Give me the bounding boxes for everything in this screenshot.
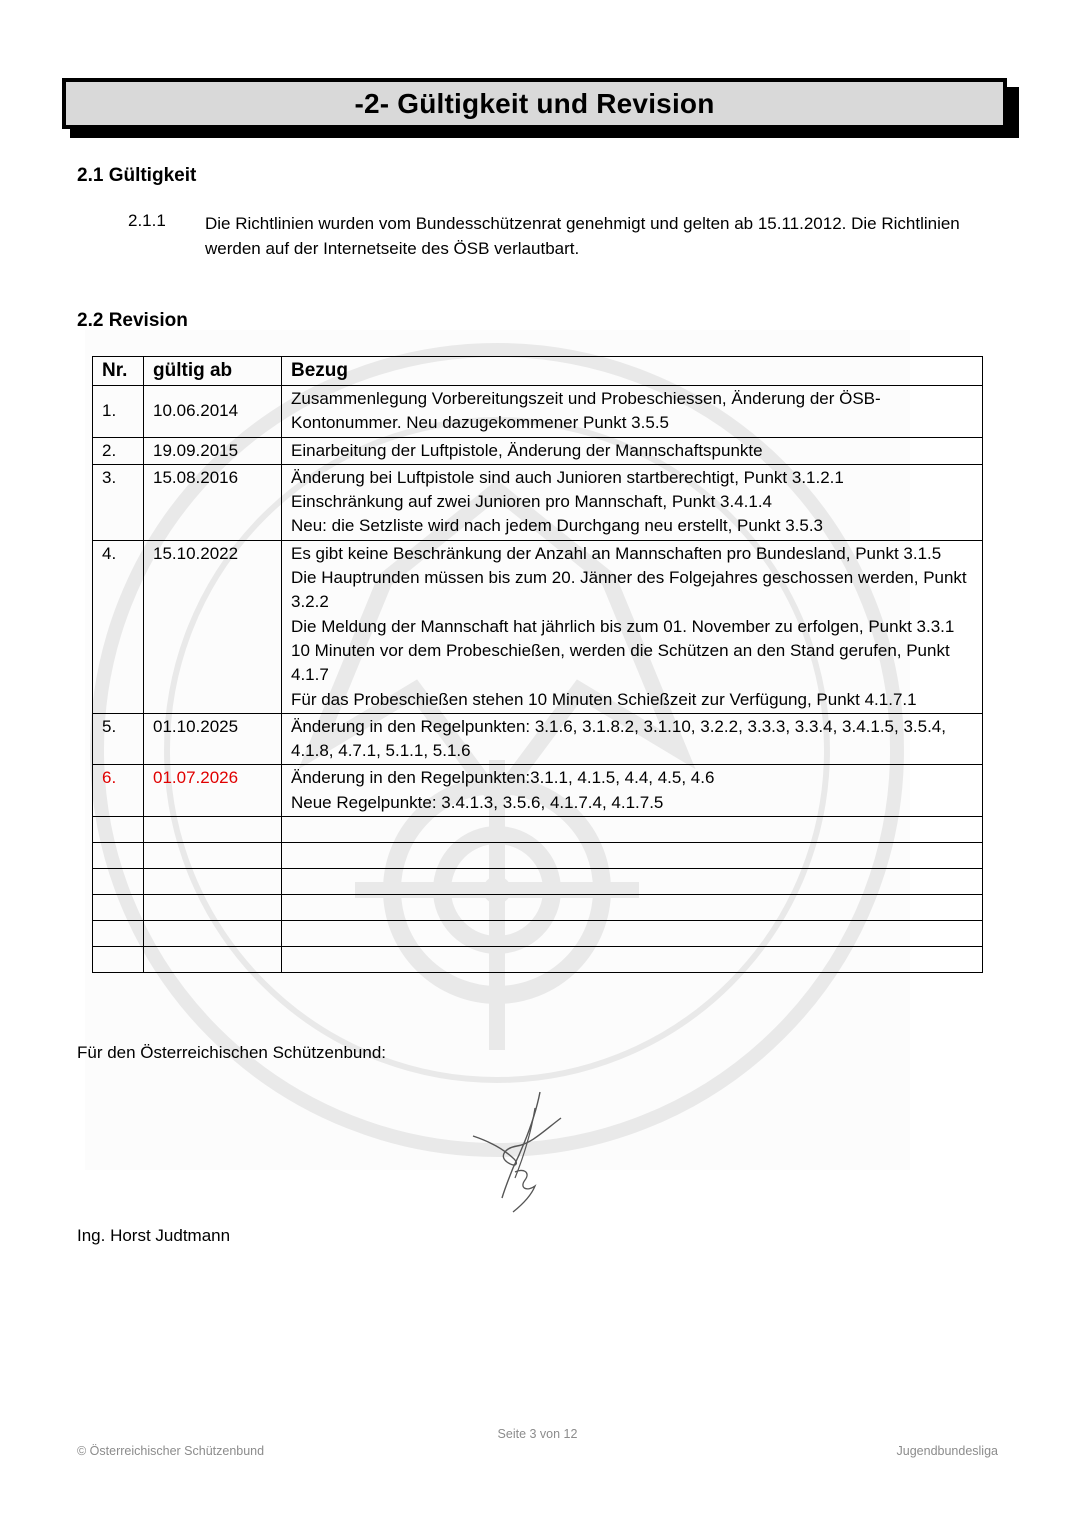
empty-table-row xyxy=(93,947,983,973)
reference-line: Zusammenlegung Vorbereitungszeit und Probeschiessen, Änderung der ÖSB-Kontonummer. Neu dazugekommener Punkt 3.5.5 xyxy=(291,389,881,433)
empty-table-row xyxy=(93,895,983,921)
empty-table-row xyxy=(93,817,983,843)
empty-table-row xyxy=(93,843,983,869)
row-number: 5. xyxy=(93,713,144,765)
footer-document-name: Jugendbundesliga xyxy=(896,1444,998,1458)
page-title: -2- Gültigkeit und Revision xyxy=(354,87,715,119)
row-reference xyxy=(282,386,983,438)
row-date: 01.10.2025 xyxy=(144,713,282,765)
row-date: 19.09.2015 xyxy=(144,437,282,464)
row-reference xyxy=(282,713,983,765)
reference-line: Für das Probeschießen stehen 10 Minuten Schießzeit zur Verfügung, Punkt 4.1.7.1 xyxy=(291,689,917,709)
table-row xyxy=(93,540,983,713)
row-reference xyxy=(282,464,983,540)
row-date: 10.06.2014 xyxy=(144,386,282,438)
row-date: 01.07.2026 xyxy=(144,765,282,817)
signature-icon xyxy=(465,1088,575,1216)
row-number: 3. xyxy=(93,464,144,540)
reference-line: Änderung in den Regelpunkten: 3.1.6, 3.1.8.2, 3.1.10, 3.2.2, 3.3.3, 3.3.4, 3.4.1.5, 3.5.4, 4.1.8, 4.7.1, 5.1.1, 5.1.6 xyxy=(291,716,946,761)
closing-line: Für den Österreichischen Schützenbund: xyxy=(77,1043,387,1062)
table-row xyxy=(93,464,983,540)
reference-line: Es gibt keine Beschränkung der Anzahl an Mannschaften pro Bundesland, Punkt 3.1.5 xyxy=(291,543,942,563)
section-heading-revision: 2.2 Revision xyxy=(77,310,188,331)
row-number: 1. xyxy=(93,386,144,438)
column-header-reference: Bezug xyxy=(282,357,983,386)
row-number: 4. xyxy=(93,540,144,713)
table-row xyxy=(93,386,983,438)
row-date: 15.08.2016 xyxy=(144,464,282,540)
empty-table-row xyxy=(93,921,983,947)
row-date: 15.10.2022 xyxy=(144,540,282,713)
table-row xyxy=(93,437,983,464)
reference-line: 10 Minuten vor dem Probeschießen, werden die Schützen an den Stand gerufen, Punkt 4.1.7 xyxy=(291,640,950,685)
reference-line: Die Hauptrunden müssen bis zum 20. Jänner des Folgejahres geschossen werden, Punkt 3.2.2 xyxy=(291,568,967,612)
paragraph-number: 2.1.1 xyxy=(128,211,166,230)
column-header-valid-from: gültig ab xyxy=(144,357,282,386)
title-banner xyxy=(62,78,1007,129)
table-row-highlighted xyxy=(93,765,983,817)
row-number: 2. xyxy=(93,437,144,464)
row-reference xyxy=(282,540,983,713)
row-reference xyxy=(282,437,983,464)
footer-page-number: Seite 3 von 12 xyxy=(497,1427,578,1441)
column-header-nr: Nr. xyxy=(93,357,144,386)
empty-table-row xyxy=(93,869,983,895)
row-number: 6. xyxy=(93,765,144,817)
reference-line: Änderung in den Regelpunkten:3.1.1, 4.1.5, 4.4, 4.5, 4.6 xyxy=(291,768,715,788)
paragraph-text: Die Richtlinien wurden vom Bundesschützenrat genehmigt und gelten ab 15.11.2012. Die Richtlinien werden auf der Internetseite des ÖSB verlautbart. xyxy=(205,214,960,258)
signer-name: Ing. Horst Judtmann xyxy=(77,1226,231,1245)
reference-line: Einarbeitung der Luftpistole, Änderung der Mannschaftspunkte xyxy=(291,440,763,460)
table-row xyxy=(93,713,983,765)
reference-line: Neu: die Setzliste wird nach jedem Durchgang neu erstellt, Punkt 3.5.3 xyxy=(291,516,824,536)
footer-copyright: © Österreichischer Schützenbund xyxy=(77,1444,265,1458)
revision-table xyxy=(92,356,983,973)
table-header-row xyxy=(93,357,983,386)
section-heading-validity: 2.1 Gültigkeit xyxy=(77,165,197,186)
reference-line: Die Meldung der Mannschaft hat jährlich bis zum 01. November zu erfolgen, Punkt 3.3.1 xyxy=(291,616,955,636)
row-reference xyxy=(282,765,983,817)
reference-line: Neue Regelpunkte: 3.4.1.3, 3.5.6, 4.1.7.4, 4.1.7.5 xyxy=(291,792,664,812)
reference-line: Einschränkung auf zwei Junioren pro Mannschaft, Punkt 3.4.1.4 xyxy=(291,492,773,512)
reference-line: Änderung bei Luftpistole sind auch Junioren startberechtigt, Punkt 3.1.2.1 xyxy=(291,467,844,487)
